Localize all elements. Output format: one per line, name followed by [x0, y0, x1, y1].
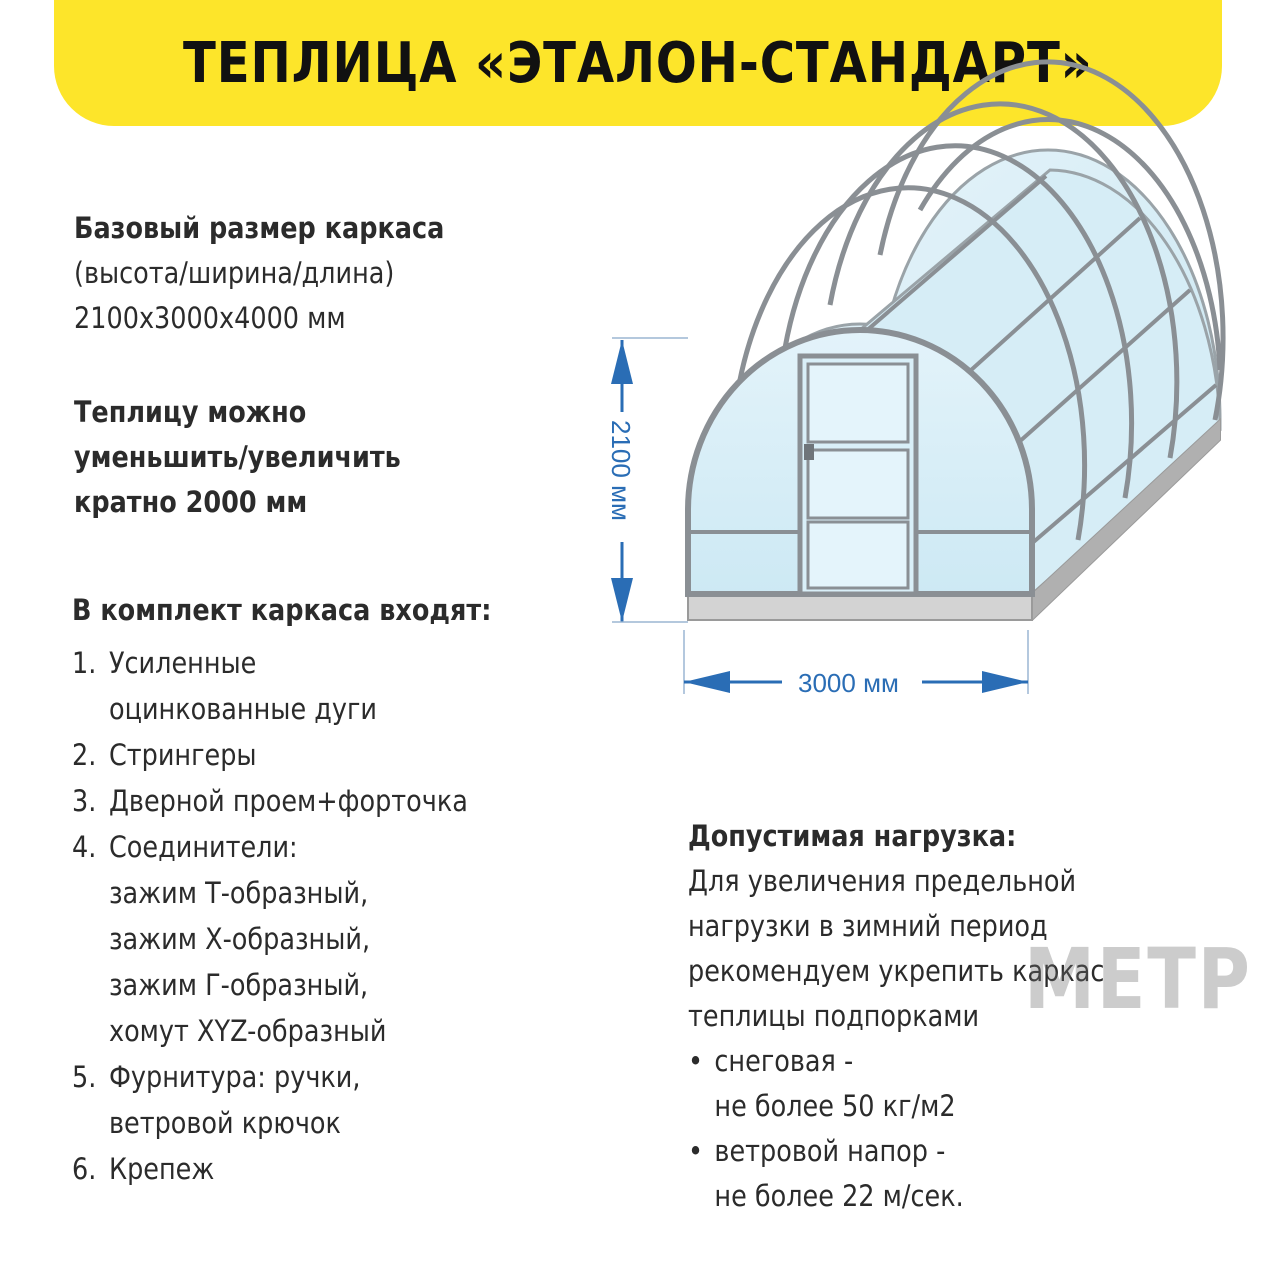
- list-item-text: Дверной проем+форточка: [108, 784, 468, 818]
- bullet-icon: •: [688, 1134, 704, 1168]
- list-item-number: 4.: [72, 830, 97, 864]
- kit-heading-text: В комплект каркаса входят:: [72, 593, 492, 627]
- size-subheading: (высота/ширина/длина): [74, 256, 395, 290]
- height-label: 2100 мм: [606, 420, 636, 521]
- load-text-line: нагрузки в зимний период: [688, 909, 1048, 943]
- bullet-text: снеговая -: [714, 1044, 854, 1078]
- list-item-number: 2.: [72, 738, 97, 772]
- list-item-text: зажим Г-образный,: [108, 968, 369, 1002]
- size-heading: Базовый размер каркаса: [74, 211, 445, 245]
- load-text-line: теплицы подпорками: [688, 999, 980, 1033]
- greenhouse-door: [800, 356, 916, 594]
- list-item-text: зажим Т-образный,: [108, 876, 369, 910]
- list-item-text: Фурнитура: ручки,: [108, 1060, 361, 1094]
- resize-line: кратно 2000 мм: [74, 485, 308, 519]
- list-item-text: Усиленные: [108, 646, 257, 680]
- list-item-text: Стрингеры: [108, 738, 257, 772]
- load-heading: Допустимая нагрузка:: [688, 819, 1017, 853]
- size-value: 2100х3000х4000 мм: [74, 301, 346, 335]
- list-item-number: 1.: [72, 646, 97, 680]
- list-item-number: 5.: [72, 1060, 97, 1094]
- bullet-text: ветровой напор -: [714, 1134, 946, 1168]
- list-item-number: 3.: [72, 784, 97, 818]
- bullet-icon: •: [688, 1044, 704, 1078]
- list-item-text: ветровой крючок: [108, 1106, 341, 1140]
- list-item-text: Крепеж: [108, 1152, 215, 1186]
- page-title: ТЕПЛИЦА «ЭТАЛОН-СТАНДАРТ»: [183, 30, 1093, 96]
- resize-line: Теплицу можно: [74, 395, 307, 429]
- list-item-text: зажим Х-образный,: [108, 922, 371, 956]
- load-text-line: рекомендуем укрепить каркас: [688, 954, 1105, 988]
- list-item-text: хомут XYZ-образный: [108, 1014, 387, 1048]
- width-label: 3000 мм: [798, 668, 899, 698]
- list-item-text: оцинкованные дуги: [108, 692, 378, 726]
- bullet-text: не более 50 кг/м2: [714, 1089, 956, 1123]
- watermark-logo: МЕТР: [1024, 930, 1252, 1028]
- resize-line: уменьшить/увеличить: [74, 440, 401, 474]
- load-text-line: Для увеличения предельной: [688, 864, 1077, 898]
- list-item-text: Соединители:: [108, 830, 298, 864]
- bullet-text: не более 22 м/сек.: [714, 1179, 964, 1213]
- list-item-number: 6.: [72, 1152, 97, 1186]
